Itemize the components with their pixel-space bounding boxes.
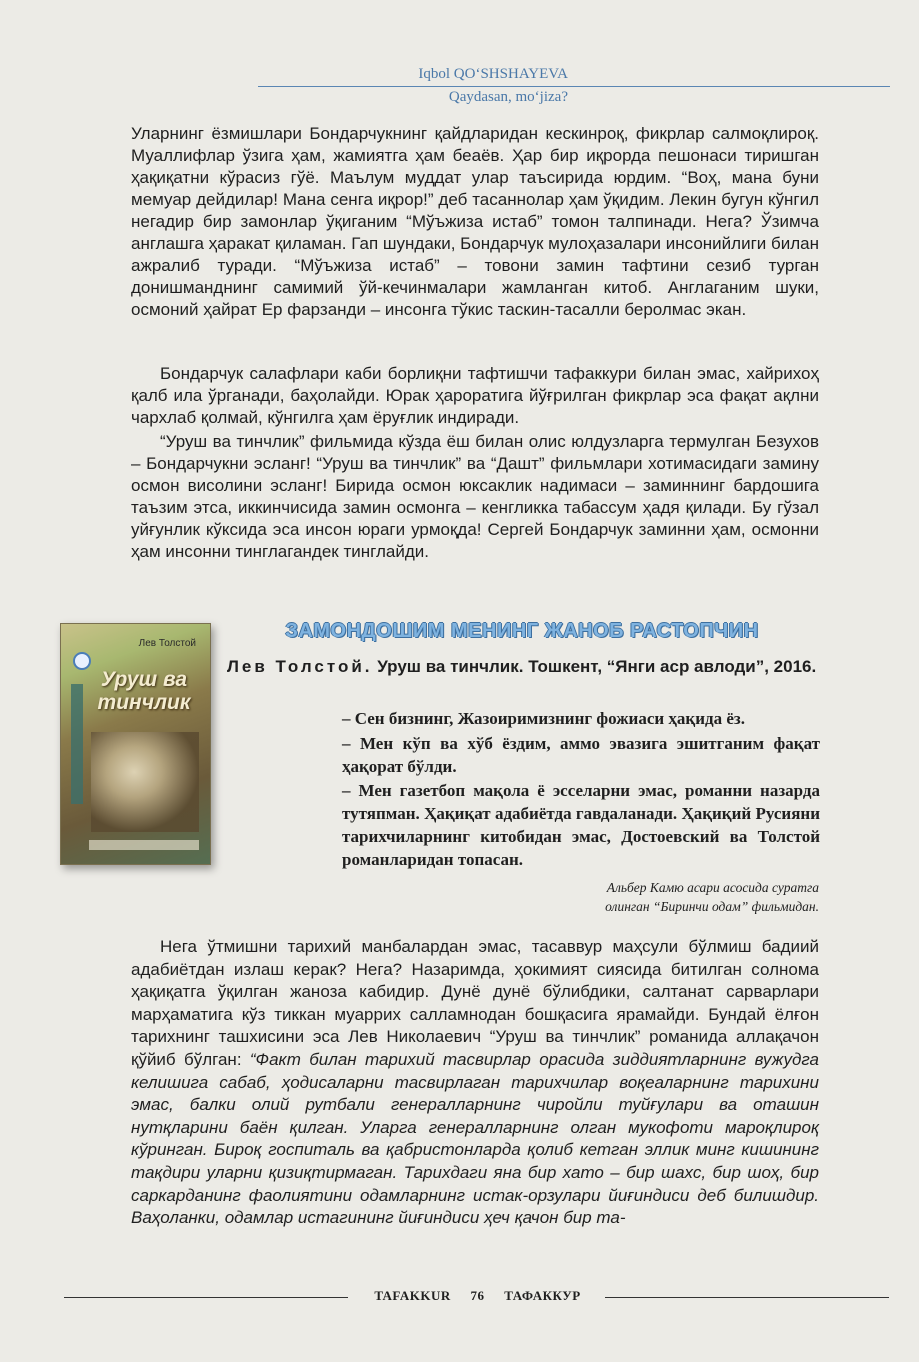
bibliography-line xyxy=(227,655,822,679)
epigraph-source xyxy=(419,878,819,916)
footer-rule-left xyxy=(64,1297,348,1298)
book-cover-author: Лев Толстой xyxy=(138,638,196,649)
body-paragraph-2: Бондарчук салафлари каби борлиқни тафтишчи тафаккури билан эмас, хайрихоҳ қалб ила ўрганади, баҳолайди. Юрак ҳароратига йўғрилган фикрлар эса фақат ақлни чархлаб қолмай, кўнгилга ҳам ёруғлик индиради. xyxy=(131,364,819,427)
body-paragraph-4-text: Нега ўтмишни тарихий манбалардан эмас, тасаввур маҳсули бўлмиш бадиий адабиётдан излаш керак? Нега? Назаримда, ҳокимият сиясида битилган солнома ҳақиқатга ўқилган жаноза кабидир. Дунё дунё бўлибдики, салтанат сарварлари марҳаматига кўз тиккан муаррих салламнодан бошқасига ярамайди. Бундай ёлғон тарихнинг ташхисини эса Лев Николаевич “Уруш ва тинчлик” романида аллақачон қўйиб бўлган: xyxy=(131,937,819,1069)
footer-magazine-cyrillic: ТАФАККУР xyxy=(504,1288,581,1303)
bibliography-author: Лев Толстой. xyxy=(227,657,373,676)
book-cover-illustration xyxy=(91,732,199,832)
epigraph-source-line-2: олинган “Биринчи одам” фильмидан. xyxy=(605,899,819,914)
bibliography-details: Уруш ва тинчлик. Тошкент, “Янги аср авлоди”, 2016. xyxy=(372,657,817,676)
body-paragraph-1: Уларнинг ёзмишлари Бондарчукнинг қайдларидан кескинроқ, фикрлар салмоқлироқ. Муаллифлар ўзига ҳам, жамиятга ҳам беаёв. Ҳар бир иқрорда пешонаси тиришган ҳақиқатни кўрасиз гўё. Маълум муддат улар таъсирида юрдим. “Воҳ, мана буни мемуар дейдилар! Мана сенга иқрор!” деб тасаннолар ҳам ўқидим. Лекин бугун кўнгил негадир бир замонлар ўқиганим “Мўъжиза истаб” томон талпинади. Нега? Ўзимча англашга ҳаракат қиламан. Гап шундаки, Бондарчук мулоҳазалари инсонийлиги билан ажралиб туради. “Мўъжиза истаб” – товони замин тафтини сезиб турган донишманднинг самимий ўй-кечинмалари жамланган китоб. Англаганим шуки, осмоний ҳайрат Ер фарзанди – инсонга тўкис таскин-тасалли беролмас экан. xyxy=(131,124,819,319)
epigraph-line-2: – Мен кўп ва хўб ёздим, аммо эвазига эшитганим фақат ҳақорат бўлди. xyxy=(342,734,820,776)
footer xyxy=(360,1288,595,1304)
header-rule xyxy=(258,86,890,87)
body-paragraph-3: “Уруш ва тинчлик” фильмида кўзда ёш билан олис юлдузларга термулган Безухов – Бондарчукни эсланг! “Уруш ва тинчлик” ва “Дашт” фильмлари хотимасидаги замину осмон висолини эсланг! Бирида осмон юксаклик надимаси – заминнинг бардошига таъзим этса, иккинчисида замин осмонга – кенгликка табассум ҳадя қилади. Бу гўзал уйғунлик кўксида эса инсон юраги урмоқда! Сергей Бондарчук заминни ҳам, осмонни ҳам инсонни тинглагандек тинглайди. xyxy=(131,432,819,561)
footer-magazine-latin: TAFAKKUR xyxy=(374,1288,451,1303)
epigraph-line-1: – Сен бизнинг, Жазоиримизнинг фожиаси ҳақида ёз. xyxy=(342,709,745,728)
section-title: ЗАМОНДОШИМ МЕНИНГ ЖАНОБ РАСТОПЧИН xyxy=(285,620,759,642)
book-spine-band xyxy=(71,684,83,804)
book-cover-image xyxy=(60,623,211,865)
book-cover-title: Уруш ва тинчлик xyxy=(97,668,191,714)
header-subtitle: Qaydasan, mo‘jiza? xyxy=(448,89,568,105)
book-cover-footer xyxy=(89,840,199,850)
page-number: 76 xyxy=(470,1288,485,1303)
body-paragraph-4 xyxy=(131,936,819,1230)
footer-rule-right xyxy=(605,1297,889,1298)
epigraph-line-3: – Мен газетбоп мақола ё эсселарни эмас, романни назарда тутяпман. Ҳақиқат адабиётда гавдаланади. Ҳақиқий Русияни тарихчиларнинг китобидан эмас, Достоевский ва Толстой романларидан топасан. xyxy=(342,781,820,869)
header-author: Iqbol QO‘SHSHAYEVA xyxy=(418,66,568,82)
body-paragraph-4-quote: “Факт билан тарихий тасвирлар орасида зиддиятларнинг вужудга келишига сабаб, ҳодисаларни тасвирлаган тарихчилар воқеаларнинг тарихини эмас, балки олий рутбали генералларнинг чиройли туйғулари ва оташин нутқларини баён қилган. Уларга генералларнинг олган мукофоти мароқлироқ кўринган. Бироқ госпиталь ва қабристонларда қолиб кетган эллик минг кишининг тақдири уларни қизиқтирмаган. Тарихдаги яна бир хато – бир шахс, бир шоҳ, бир саркарданинг фаолиятини одамларнинг истак-орзулари йиғиндиси деб билишдир. Ваҳоланки, одамлар истагининг йиғиндиси ҳеч қачон бир та- xyxy=(131,1049,819,1228)
epigraph-source-line-1: Альбер Камю асари асосида суратга xyxy=(606,880,819,895)
